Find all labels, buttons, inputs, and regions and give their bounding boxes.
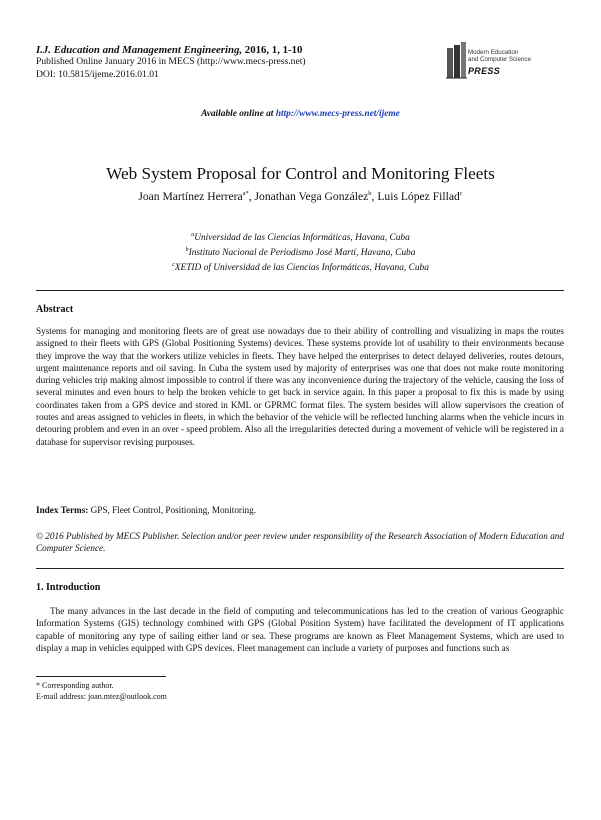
affiliation-text: Instituto Nacional de Periodismo José Martí, Havana, Cuba bbox=[188, 248, 416, 259]
author-list: Joan Martínez Herrera$^{a*}$, Jonathan Vega González$^b$, Luis López Fillad$^c$ bbox=[138, 190, 463, 203]
index-terms-label: Index Terms: bbox=[36, 505, 89, 515]
journal-header bbox=[36, 44, 456, 81]
logo-press: PRESS bbox=[468, 66, 501, 76]
paper-title: Web System Proposal for Control and Monitoring Fleets bbox=[106, 164, 495, 183]
author-name: Jonathan Vega González bbox=[254, 190, 369, 203]
author-name: Joan Martínez Herrera bbox=[138, 190, 243, 203]
index-terms-text: GPS, Fleet Control, Positioning, Monitoring. bbox=[90, 505, 257, 515]
affiliation-item bbox=[0, 229, 601, 244]
journal-citation bbox=[36, 44, 456, 56]
affiliation-list bbox=[0, 229, 601, 274]
affiliation-mark: a bbox=[191, 232, 195, 238]
logo-line-2: and Computer Science bbox=[468, 55, 531, 63]
published-line: Published Online January 2016 in MECS (http://www.mecs-press.net) bbox=[36, 56, 306, 68]
affiliation-item bbox=[0, 244, 601, 259]
author-mark: a* bbox=[242, 190, 249, 198]
logo-line-1: Modern Education bbox=[468, 49, 519, 56]
journal-url-link[interactable]: http://www.mecs-press.net/ijeme bbox=[275, 109, 400, 119]
abstract-body: Systems for managing and monitoring fleets are of great use nowadays due to their ability of controlling and visualizing in maps the routes assigned to their fleets with GPS (Global Positioning Systems) devices. These systems provide lot of usability to their environments because they improve the way that the workers utilize vehicles in fleets. They have helped the enterprises to detect delayed deliveries, routes detours, urgent maintenance reports and oil saving. In Cuba the system used by majority of enterprises was one that does not make route monitoring during vehicles trip making almost impossible to control if there was any inconvenience during the trajectory of the vehicle, causing the loss of several minutes and even hours to help the broken vehicle to get back in service again. In this paper a proposal to fix this is made by using coordinates taken from a GPS device and stored in KML or GPRMC format files. The system besides will allow supervisors the creation of routes and areas assigned to vehicles in fleets, in which the behavior of the vehicle will be reflected lunching alarms when the vehicle incurs in detouring problem and even in an over - speed problem. Also all the irregularities detected during a movement of vehicle will be registered in a database for supervisor revising purpouses. bbox=[36, 326, 564, 447]
footnote bbox=[36, 681, 167, 702]
index-terms bbox=[36, 505, 564, 515]
affiliation-mark: c bbox=[172, 262, 175, 269]
footnote-divider bbox=[36, 676, 166, 677]
books-logo-icon bbox=[444, 42, 468, 80]
doi-line: DOI: 10.5815/ijeme.2016.01.01 bbox=[36, 68, 159, 80]
availability-line bbox=[0, 109, 601, 119]
availability-prefix: Available online at bbox=[201, 109, 274, 119]
journal-name: I.J. Education and Management Engineering, bbox=[36, 44, 243, 56]
author-name: Luis López Fillad bbox=[377, 190, 460, 203]
copyright-notice: © 2016 Published by MECS Publisher. Selection and/or peer review under responsibility of the Research Association of Modern Education and Computer Science. bbox=[36, 531, 564, 554]
logo-text bbox=[468, 50, 531, 63]
journal-volume: 2016, 1, 1-10 bbox=[244, 44, 303, 56]
affiliation-mark: b bbox=[185, 247, 189, 254]
section-divider bbox=[36, 568, 564, 569]
abstract-heading: Abstract bbox=[36, 304, 74, 315]
affiliation-item bbox=[0, 259, 601, 274]
affiliation-text: XETID of Universidad de las Ciencias Informáticas, Havana, Cuba bbox=[174, 263, 429, 274]
publisher-logo bbox=[444, 40, 564, 88]
affiliation-text: Universidad de las Ciencias Informáticas, Havana, Cuba bbox=[194, 233, 410, 244]
author-mark: b bbox=[368, 190, 372, 198]
corresponding-author-note: * Corresponding author. bbox=[36, 681, 114, 690]
author-mark: c bbox=[459, 190, 463, 198]
section-divider bbox=[36, 290, 564, 291]
email-address: E-mail address: joan.mtez@outlook.com bbox=[36, 691, 167, 701]
introduction-heading: 1. Introduction bbox=[36, 582, 101, 593]
introduction-body: The many advances in the last decade in the field of computing and telecommunications has led to the creation of various Geographic Information Systems (GIS) technology combined with GPS (Global Position System) have facilitated the development of IT applications capable of monitoring any type of sailing either land or sea. These programs are known as Fleet Management Systems, which are used to display a map in vehicles equipped with GPS devices. Fleet management can include a variety of purposes and functions such as bbox=[36, 606, 564, 653]
